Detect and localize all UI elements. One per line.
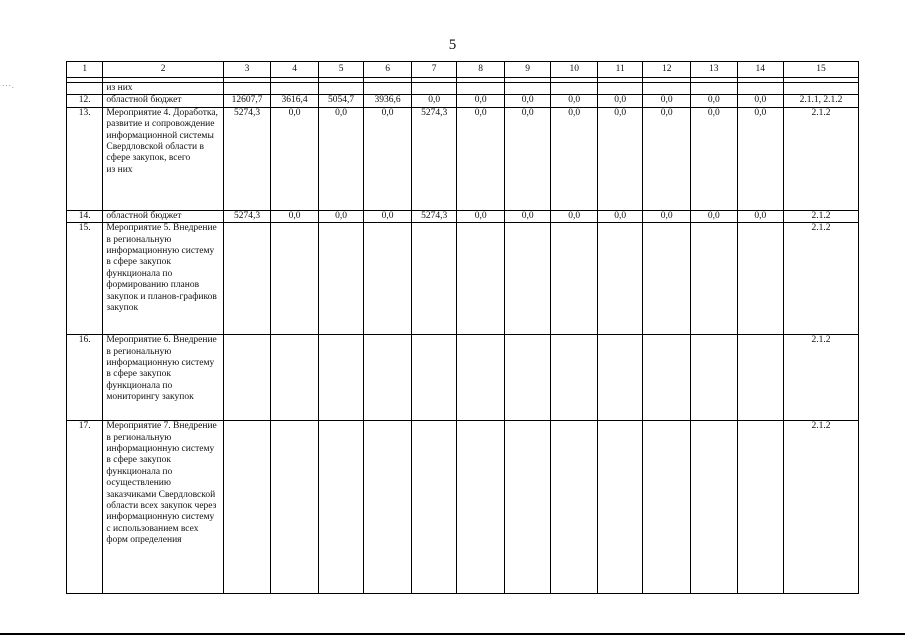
column-header: 4 <box>271 62 319 78</box>
activity-name <box>103 335 223 421</box>
amount-cell: 0,0 <box>643 210 691 222</box>
row-number <box>67 83 103 95</box>
amount-cell: 0,0 <box>364 107 412 210</box>
amount-cell <box>223 335 271 421</box>
amount-cell <box>551 335 598 421</box>
activity-name-text: Мероприятие 5. Внедрение в региональную информационную систему в сфере закупок функционала по формированию планов закупок и планов-графиков закупок <box>106 223 217 314</box>
amount-cell: 0,0 <box>597 107 643 210</box>
row-number: 12. <box>67 95 103 107</box>
target-code: 2.1.1, 2.1.2 <box>784 95 859 107</box>
activity-name-text: Мероприятие 4. Доработка, развитие и сопровождение информационной системы Свердловской области в сфере закупок, всего <box>106 107 218 164</box>
amount-cell: 12607,7 <box>223 95 271 107</box>
table-row <box>67 335 859 421</box>
amount-cell: 0,0 <box>504 107 551 210</box>
column-header: 12 <box>643 62 691 78</box>
activity-name-text: областной бюджет <box>106 95 182 106</box>
amount-cell <box>364 335 412 421</box>
amount-cell: 0,0 <box>457 95 505 107</box>
amount-cell <box>364 223 412 335</box>
margin-mark: ···. <box>2 82 15 90</box>
amount-cell <box>318 223 364 335</box>
activity-name <box>103 223 223 335</box>
amount-cell: 0,0 <box>457 210 505 222</box>
amount-cell <box>643 223 691 335</box>
column-header: 3 <box>223 62 271 78</box>
amount-cell: 0,0 <box>551 210 598 222</box>
amount-cell: 5274,3 <box>411 210 457 222</box>
activity-name-text: из них <box>106 83 133 93</box>
amount-cell <box>691 83 738 95</box>
amount-cell: 3936,6 <box>364 95 412 107</box>
amount-cell: 0,0 <box>504 210 551 222</box>
amount-cell <box>457 421 505 594</box>
row-number: 14. <box>67 210 103 222</box>
amount-cell: 0,0 <box>597 210 643 222</box>
amount-cell <box>457 83 505 95</box>
column-header: 5 <box>318 62 364 78</box>
row-number: 16. <box>67 335 103 421</box>
amount-cell <box>223 83 271 95</box>
amount-cell <box>597 83 643 95</box>
column-header: 14 <box>737 62 784 78</box>
row-number: 17. <box>67 421 103 594</box>
table-row <box>67 210 859 222</box>
amount-cell: 5274,3 <box>411 107 457 210</box>
amount-cell <box>411 223 457 335</box>
amount-cell <box>411 335 457 421</box>
activity-name <box>103 83 223 95</box>
amount-cell: 0,0 <box>364 210 412 222</box>
table-row <box>67 223 859 335</box>
amount-cell <box>737 421 784 594</box>
amount-cell <box>551 83 598 95</box>
column-header: 15 <box>784 62 859 78</box>
column-header: 11 <box>597 62 643 78</box>
amount-cell: 0,0 <box>643 95 691 107</box>
amount-cell <box>364 421 412 594</box>
amount-cell: 3616,4 <box>271 95 319 107</box>
amount-cell: 5274,3 <box>223 107 271 210</box>
amount-cell: 0,0 <box>411 95 457 107</box>
amount-cell: 0,0 <box>597 95 643 107</box>
table-body <box>67 62 859 594</box>
row-number: 15. <box>67 223 103 335</box>
amount-cell <box>504 83 551 95</box>
table-row <box>67 421 859 594</box>
amount-cell <box>691 421 738 594</box>
amount-cell <box>504 421 551 594</box>
target-code: 2.1.2 <box>784 335 859 421</box>
amount-cell: 0,0 <box>737 210 784 222</box>
amount-cell <box>551 421 598 594</box>
activity-name-text: областной бюджет <box>106 210 182 221</box>
amount-cell <box>737 223 784 335</box>
amount-cell: 0,0 <box>504 95 551 107</box>
column-header: 13 <box>691 62 738 78</box>
amount-cell: 0,0 <box>271 210 319 222</box>
amount-cell <box>643 335 691 421</box>
amount-cell: 0,0 <box>691 210 738 222</box>
amount-cell <box>551 223 598 335</box>
amount-cell <box>457 223 505 335</box>
amount-cell: 0,0 <box>691 107 738 210</box>
amount-cell: 0,0 <box>737 95 784 107</box>
amount-cell <box>318 335 364 421</box>
target-code: 2.1.2 <box>784 210 859 222</box>
amount-cell <box>504 335 551 421</box>
amount-cell <box>318 83 364 95</box>
amount-cell: 0,0 <box>643 107 691 210</box>
amount-cell <box>504 223 551 335</box>
amount-cell <box>597 223 643 335</box>
amount-cell: 0,0 <box>271 107 319 210</box>
activity-name-text: Мероприятие 6. Внедрение в региональную информационную систему в сфере закупок функционала по мониторингу закупок <box>106 335 217 403</box>
amount-cell: 0,0 <box>318 107 364 210</box>
target-code: 2.1.2 <box>784 223 859 335</box>
amount-cell <box>318 421 364 594</box>
amount-cell <box>691 335 738 421</box>
target-code: 2.1.2 <box>784 421 859 594</box>
amount-cell <box>457 335 505 421</box>
amount-cell <box>411 421 457 594</box>
amount-cell <box>271 335 319 421</box>
amount-cell: 0,0 <box>457 107 505 210</box>
column-header: 10 <box>551 62 598 78</box>
amount-cell: 0,0 <box>737 107 784 210</box>
amount-cell <box>597 421 643 594</box>
amount-cell <box>364 83 412 95</box>
row-number: 13. <box>67 107 103 210</box>
amount-cell <box>643 421 691 594</box>
amount-cell <box>223 223 271 335</box>
amount-cell <box>271 421 319 594</box>
activity-name <box>103 107 223 210</box>
amount-cell <box>271 223 319 335</box>
activity-name <box>103 421 223 594</box>
table-row <box>67 95 859 107</box>
amount-cell <box>223 421 271 594</box>
amount-cell: 0,0 <box>318 210 364 222</box>
amount-cell <box>737 83 784 95</box>
activity-name-text: Мероприятие 7. Внедрение в региональную информационную систему в сфере закупок функционала по осуществлению заказчиками Свердловской области всех закупок через информационную систему с использованием всех форм определения <box>106 421 217 546</box>
page-number: 5 <box>448 37 457 53</box>
column-header: 1 <box>67 62 103 78</box>
amount-cell <box>691 223 738 335</box>
program-table <box>66 61 859 594</box>
amount-cell: 5054,7 <box>318 95 364 107</box>
activity-name <box>103 210 223 222</box>
column-header: 8 <box>457 62 505 78</box>
column-header: 9 <box>504 62 551 78</box>
amount-cell: 5274,3 <box>223 210 271 222</box>
table-row <box>67 107 859 210</box>
table-row <box>67 83 859 95</box>
activity-name-tail: из них <box>106 164 133 175</box>
column-header: 6 <box>364 62 412 78</box>
target-code <box>784 83 859 95</box>
table-header-row <box>67 62 859 78</box>
amount-cell: 0,0 <box>691 95 738 107</box>
amount-cell: 0,0 <box>551 95 598 107</box>
amount-cell <box>271 83 319 95</box>
page-bottom-rule <box>0 633 905 635</box>
column-header: 2 <box>103 62 223 78</box>
amount-cell <box>643 83 691 95</box>
amount-cell <box>737 335 784 421</box>
column-header: 7 <box>411 62 457 78</box>
activity-name <box>103 95 223 107</box>
amount-cell <box>411 83 457 95</box>
target-code: 2.1.2 <box>784 107 859 210</box>
amount-cell <box>597 335 643 421</box>
amount-cell: 0,0 <box>551 107 598 210</box>
